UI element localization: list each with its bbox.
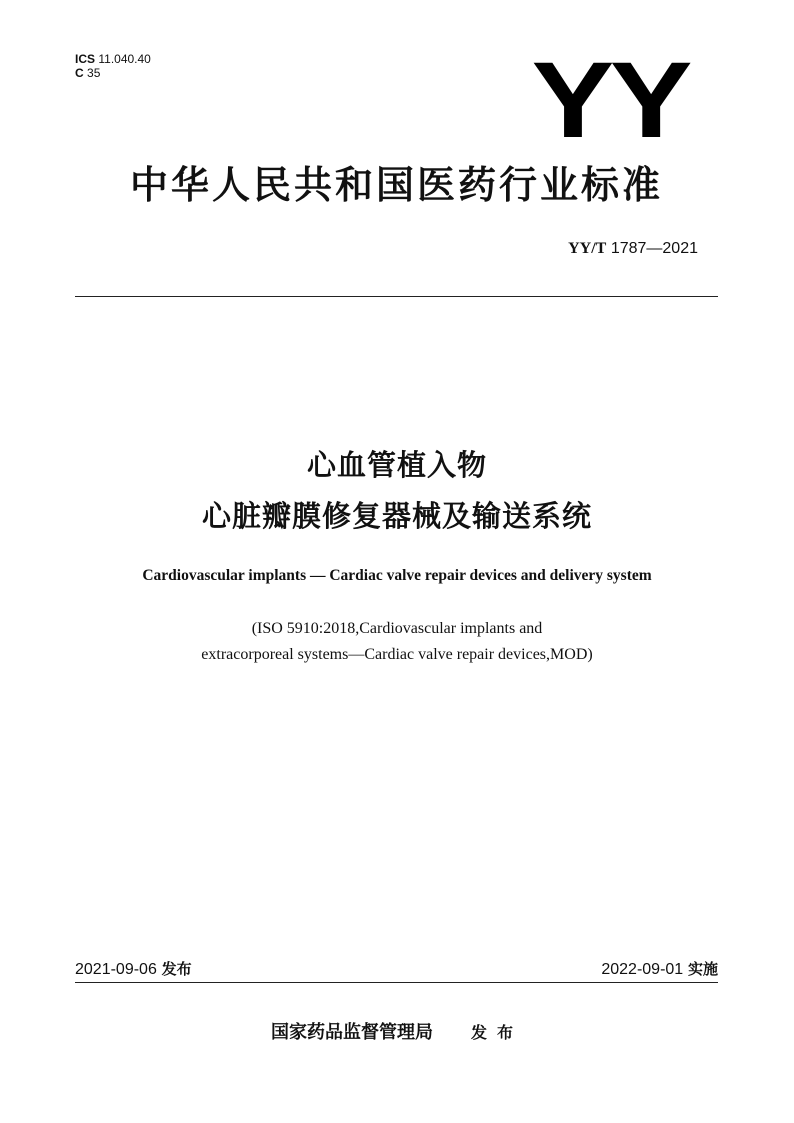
ics-label: ICS [75, 52, 96, 66]
title-english: Cardiovascular implants — Cardiac valve repair devices and delivery system [142, 567, 652, 584]
classification-codes [75, 52, 151, 80]
effective-date-label: 实施 [687, 960, 718, 978]
issuing-body-title: 中华人民共和国医药行业标准 [129, 163, 663, 207]
issuer-line [0, 1020, 794, 1046]
yy-standard-logo: YY [531, 39, 688, 160]
title-cn-line1: 心血管植入物 [306, 448, 487, 482]
footer-divider [75, 982, 718, 983]
iso-reference-line2: extracorporeal systems—Cardiac valve repair devices,MOD) [201, 646, 593, 663]
title-cn-line2: 心脏瓣膜修复器械及输送系统 [201, 499, 592, 533]
effective-date [601, 958, 718, 981]
issuer-action: 发布 [470, 1023, 523, 1042]
ccs-value: 35 [87, 66, 101, 80]
ics-line [75, 52, 151, 66]
standard-number-value: 1787—2021 [610, 240, 698, 257]
publish-date-value: 2021-09-06 [75, 961, 157, 978]
publish-date [75, 958, 192, 981]
standard-number-prefix: YY/T [568, 240, 607, 257]
ccs-line [75, 66, 151, 80]
standard-number [568, 238, 698, 260]
issuer-name: 国家药品监督管理局 [270, 1022, 433, 1043]
ccs-label: C [75, 66, 84, 80]
publish-date-label: 发布 [161, 960, 192, 978]
effective-date-value: 2022-09-01 [601, 961, 684, 978]
header-divider [75, 296, 718, 297]
ics-value: 11.040.40 [98, 52, 151, 66]
iso-reference-line1: (ISO 5910:2018,Cardiovascular implants and [251, 620, 543, 637]
